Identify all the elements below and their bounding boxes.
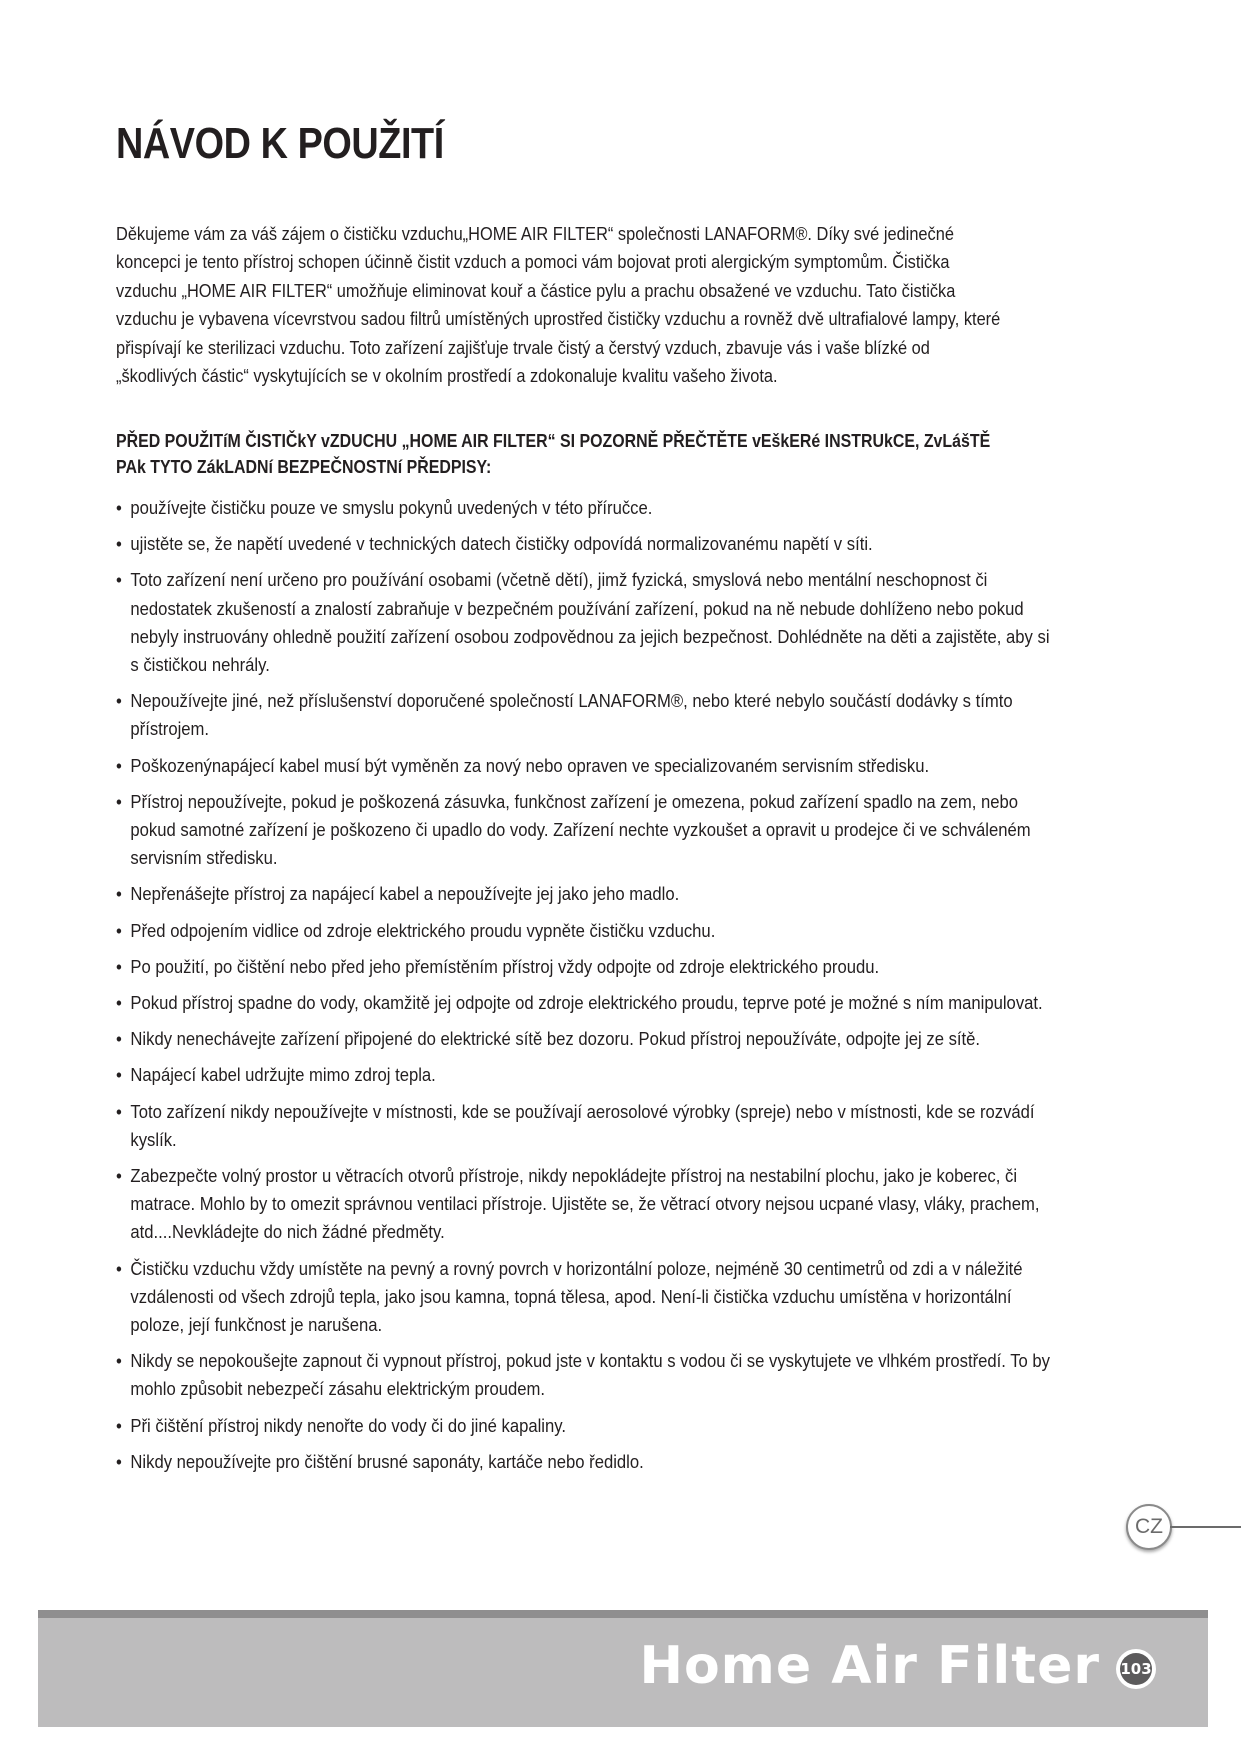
footer-band	[38, 1610, 1208, 1727]
list-item: • Nikdy nenechávejte zařízení připojené do elektrické sítě bez dozoru. Pokud přístroj nepoužíváte, odpojte jej ze sítě.	[116, 1025, 1052, 1053]
footer-product-name: Home Air Filter	[639, 1636, 1100, 1696]
list-item: • Před odpojením vidlice od zdroje elektrického proudu vypněte čističku vzduchu.	[116, 917, 1052, 945]
safety-rules-list	[116, 494, 1052, 1484]
list-item: • Toto zařízení nikdy nepoužívejte v místnosti, kde se používají aerosolové výrobky (spreje) nebo v místnosti, kde se rozvádí kyslík.	[116, 1098, 1052, 1154]
bullet-icon: •	[116, 1028, 122, 1050]
list-item: • Při čištění přístroj nikdy nenořte do vody či do jiné kapaliny.	[116, 1412, 1052, 1440]
list-item: • používejte čističku pouze ve smyslu pokynů uvedených v této příručce.	[116, 494, 1052, 522]
language-badge: CZ	[1126, 1504, 1172, 1550]
list-item: • Nikdy se nepokoušejte zapnout či vypnout přístroj, pokud jste v kontaktu s vodou či se vyskytujete ve vlhkém prostředí. To by mohlo způsobit nebezpečí zásahu elektrickým proudem.	[116, 1347, 1052, 1403]
bullet-icon: •	[116, 1414, 122, 1436]
bullet-icon: •	[116, 955, 122, 977]
list-item: • Nepoužívejte jiné, než příslušenství doporučené společností LANAFORM®, nebo které nebylo součástí dodávky s tímto přístrojem.	[116, 687, 1052, 743]
bullet-icon: •	[116, 690, 122, 712]
bullet-icon: •	[116, 569, 122, 591]
language-tab	[1126, 1504, 1241, 1554]
bullet-icon: •	[116, 992, 122, 1014]
list-item: • Toto zařízení není určeno pro používání osobami (včetně dětí), jimž fyzická, smyslová nebo mentální neschopnost či nedostatek zkušeností a znalostí zabraňuje v bezpečném používání zařízení, pokud na ně nebude dohlíženo nebo pokud nebyly instruovány ohledně použití zařízení osobou zodpovědnou za jejich bezpečnost. Dohlédněte na děti a zajistěte, aby si s čističkou nehrály.	[116, 566, 1052, 679]
intro-paragraph: Děkujeme vám za váš zájem o čističku vzduchu„HOME AIR FILTER“ společnosti LANAFORM®. Díky své jedinečné koncepci je tento přístroj schopen účinně čistit vzduch a pomoci vám bojovat proti alergickým symptomům. Čistička vzduchu „HOME AIR FILTER“ umožňuje eliminovat kouř a částice pylu a prachu obsažené ve vzduchu. Tato čistička vzduchu je vybavena vícevrstvou sadou filtrů umístěných uprostřed čističky vzduchu a rovněž dvě ultrafialové lampy, které přispívají ke sterilizaci vzduchu. Toto zařízení zajišťuje trvale čistý a čerstvý vzduch, zbavuje vás i vaše blízké od „škodlivých částic“ vyskytujících se v okolním prostředí a zdokonaluje kvalitu vašeho života.	[116, 223, 1001, 387]
bullet-icon: •	[116, 1100, 122, 1122]
page-title: NÁVOD K POUŽITÍ	[116, 119, 444, 168]
bullet-icon: •	[116, 1165, 122, 1187]
safety-heading: PŘED POUŽITíM ČISTIČkY vZDUCHU „HOME AIR FILTER“ SI POZORNĚ PŘEČTĚTE vEškERé INSTRUkCE, ZvLášTĚ PAk TYTO ZákLADNí BEZPEČNOSTNí PŘEDPISY:	[116, 431, 991, 477]
language-tab-line	[1170, 1526, 1241, 1528]
bullet-icon: •	[116, 533, 122, 555]
page-number-badge	[1116, 1649, 1156, 1689]
bullet-icon: •	[116, 754, 122, 776]
list-item: • Poškozenýnapájecí kabel musí být vyměněn za nový nebo opraven ve specializovaném servisním středisku.	[116, 752, 1052, 780]
list-item: • Čističku vzduchu vždy umístěte na pevný a rovný povrch v horizontální poloze, nejméně 30 centimetrů od zdi a v náležité vzdálenosti od všech zdrojů tepla, jako jsou kamna, topná tělesa, apod. Není-li čistička vzduchu umístěna v horizontální poloze, její funkčnost je narušena.	[116, 1255, 1052, 1340]
bullet-icon: •	[116, 919, 122, 941]
list-item: • Napájecí kabel udržujte mimo zdroj tepla.	[116, 1061, 1052, 1089]
list-item: • Po použití, po čištění nebo před jeho přemístěním přístroj vždy odpojte od zdroje elektrického proudu.	[116, 953, 1052, 981]
bullet-icon: •	[116, 1450, 122, 1472]
bullet-icon: •	[116, 1257, 122, 1279]
footer-top-rule	[38, 1610, 1208, 1618]
list-item: • ujistěte se, že napětí uvedené v technických datech čističky odpovídá normalizovanému napětí v síti.	[116, 530, 1052, 558]
bullet-icon: •	[116, 790, 122, 812]
list-item: • Nikdy nepoužívejte pro čištění brusné saponáty, kartáče nebo ředidlo.	[116, 1448, 1052, 1476]
bullet-icon: •	[116, 1064, 122, 1086]
list-item: • Přístroj nepoužívejte, pokud je poškozená zásuvka, funkčnost zařízení je omezena, pokud zařízení spadlo na zem, nebo pokud samotné zařízení je poškozeno či upadlo do vody. Zařízení nechte vyzkoušet a opravit u prodejce či ve schváleném servisním středisku.	[116, 788, 1052, 873]
bullet-icon: •	[116, 1350, 122, 1372]
page-number: 103	[1120, 1653, 1152, 1685]
list-item: • Zabezpečte volný prostor u větracích otvorů přístroje, nikdy nepokládejte přístroj na nestabilní plochu, jako je koberec, či matrace. Mohlo by to omezit správnou ventilaci přístroje. Ujistěte se, že větrací otvory nejsou ucpané vlasy, vláky, prachem, atd....Nevkládejte do nich žádné předměty.	[116, 1162, 1052, 1247]
list-item: • Pokud přístroj spadne do vody, okamžitě jej odpojte od zdroje elektrického proudu, teprve poté je možné s ním manipulovat.	[116, 989, 1052, 1017]
list-item: • Nepřenášejte přístroj za napájecí kabel a nepoužívejte jej jako jeho madlo.	[116, 880, 1052, 908]
bullet-icon: •	[116, 883, 122, 905]
bullet-icon: •	[116, 497, 122, 518]
